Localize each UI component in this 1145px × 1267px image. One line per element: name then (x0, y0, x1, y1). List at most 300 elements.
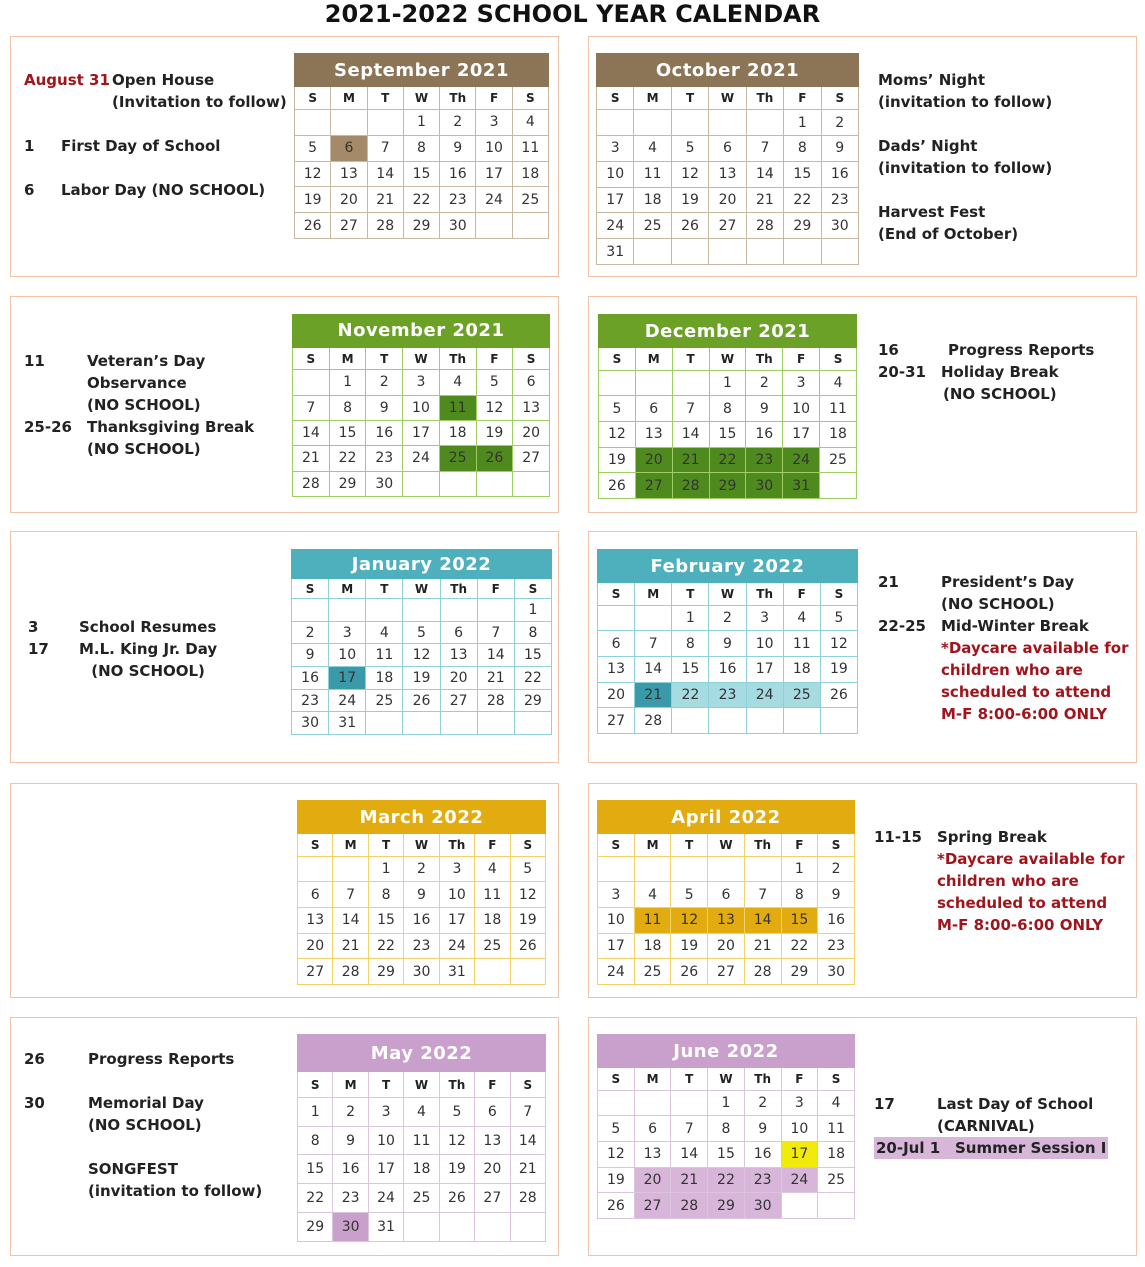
weekday-label: T (368, 834, 403, 857)
weekday-label: T (671, 834, 708, 857)
weekday-label: Th (744, 1068, 781, 1091)
day-cell: 16 (709, 657, 746, 683)
note-text: Dads’ Night (invitation to follow) (878, 137, 1053, 177)
day-cell: 19 (820, 657, 857, 683)
day-cell: 7 (510, 1097, 545, 1126)
day-cell: 3 (781, 1090, 818, 1116)
weekday-label: Th (746, 583, 783, 606)
weekday-label: W (403, 579, 440, 599)
day-cell: 31 (597, 239, 634, 265)
empty-day-cell (292, 599, 329, 622)
weekday-label: S (818, 1068, 855, 1091)
weekday-label: S (513, 347, 550, 369)
day-cell: 13 (634, 1142, 671, 1168)
day-cell: 18 (820, 422, 857, 448)
day-cell: 25 (475, 933, 510, 959)
empty-day-cell (784, 239, 821, 265)
day-cell: 15 (784, 161, 821, 187)
day-cell: 21 (293, 446, 330, 471)
empty-day-cell (781, 1193, 818, 1219)
weekday-label: M (329, 347, 366, 369)
day-cell: 24 (329, 689, 366, 712)
note-date: 16 (878, 341, 899, 359)
note-text: School Resumes (79, 618, 217, 636)
day-cell: 8 (298, 1126, 333, 1155)
day-cell: 13 (598, 657, 635, 683)
day-cell: 26 (510, 933, 545, 959)
day-cell: 28 (333, 959, 368, 985)
day-cell: 30 (746, 473, 783, 499)
note-date (24, 1158, 88, 1202)
day-cell: 3 (476, 110, 512, 136)
day-cell: 5 (671, 135, 708, 161)
day-cell: 16 (818, 908, 855, 934)
day-cell: 30 (818, 959, 855, 985)
day-cell: 4 (783, 605, 820, 631)
day-cell: 5 (598, 1116, 635, 1142)
note-text: Veteran’s Day Observance (NO SCHOOL) (87, 352, 206, 414)
day-cell: 10 (781, 1116, 818, 1142)
empty-day-cell (708, 856, 745, 882)
day-cell: 14 (744, 908, 781, 934)
day-cell: 16 (366, 420, 403, 445)
day-cell: 22 (784, 187, 821, 213)
empty-day-cell (598, 856, 635, 882)
day-cell: 17 (439, 908, 474, 934)
empty-day-cell (635, 605, 672, 631)
day-cell: 9 (366, 395, 403, 420)
day-cell: 21 (510, 1155, 545, 1184)
day-cell: 15 (298, 1155, 333, 1184)
day-cell: 20 (634, 1167, 671, 1193)
day-cell: 27 (635, 473, 672, 499)
empty-day-cell (293, 370, 330, 395)
day-cell: 4 (634, 882, 671, 908)
day-cell: 15 (781, 908, 818, 934)
day-cell: 27 (634, 1193, 671, 1219)
day-cell: 16 (746, 422, 783, 448)
calendar-november (292, 314, 550, 497)
note-text: Memorial Day (NO SCHOOL) (88, 1094, 204, 1134)
empty-day-cell (404, 1213, 439, 1242)
day-cell: 21 (477, 667, 514, 690)
day-cell: 13 (475, 1126, 510, 1155)
day-cell: 18 (439, 420, 476, 445)
day-cell: 28 (671, 1193, 708, 1219)
note-date: 6 (24, 181, 35, 199)
weekday-label: W (404, 834, 439, 857)
daycare-note: *Daycare available for children who are scheduled to attend M-F 8:00-6:00 ONLY (937, 850, 1125, 934)
day-cell: 30 (333, 1213, 368, 1242)
day-cell: 27 (475, 1184, 510, 1213)
day-cell: 29 (368, 959, 403, 985)
day-cell: 13 (331, 161, 367, 187)
day-cell: 10 (598, 908, 635, 934)
day-cell: 25 (404, 1184, 439, 1213)
day-cell: 20 (598, 682, 635, 708)
day-cell: 18 (475, 908, 510, 934)
day-cell: 20 (513, 420, 550, 445)
notes-november (24, 350, 254, 460)
day-cell: 29 (708, 1193, 745, 1219)
weekday-label: S (510, 834, 545, 857)
day-cell: 28 (293, 471, 330, 496)
day-cell: 11 (439, 395, 476, 420)
note-text: Harvest Fest (End of October) (878, 203, 1019, 243)
day-cell: 24 (476, 187, 512, 213)
empty-day-cell (598, 605, 635, 631)
day-cell: 11 (820, 396, 857, 422)
empty-day-cell (510, 959, 545, 985)
note-spring-break (874, 826, 1124, 936)
empty-day-cell (744, 856, 781, 882)
day-cell: 22 (781, 933, 818, 959)
day-cell: 4 (818, 1090, 855, 1116)
day-cell: 28 (744, 959, 781, 985)
note-first-day (24, 135, 287, 157)
empty-day-cell (403, 599, 440, 622)
notes-december (878, 339, 1094, 405)
day-cell: 28 (635, 708, 672, 734)
day-cell: 12 (403, 644, 440, 667)
note-holiday-break (878, 361, 1094, 405)
day-cell: 4 (475, 856, 510, 882)
note-date: 20-31 (878, 363, 926, 381)
empty-day-cell (597, 110, 634, 136)
day-cell: 19 (476, 420, 513, 445)
weekday-label: W (404, 1072, 439, 1097)
weekday-label: F (783, 348, 820, 371)
notes-september (24, 69, 287, 201)
day-cell: 7 (293, 395, 330, 420)
day-cell: 24 (403, 446, 440, 471)
day-cell: 9 (440, 135, 476, 161)
month-title: June 2022 (598, 1035, 855, 1068)
day-cell: 8 (368, 882, 403, 908)
empty-day-cell (298, 856, 333, 882)
note-summer-session (874, 1137, 1108, 1159)
month-title: December 2021 (599, 315, 857, 348)
day-cell: 9 (333, 1126, 368, 1155)
day-cell: 14 (510, 1126, 545, 1155)
day-cell: 1 (781, 856, 818, 882)
note-text: M.L. King Jr. Day (NO SCHOOL) (79, 640, 218, 680)
day-cell: 17 (783, 422, 820, 448)
empty-day-cell (746, 110, 783, 136)
day-cell: 16 (821, 161, 858, 187)
day-cell: 18 (404, 1155, 439, 1184)
day-cell: 5 (476, 370, 513, 395)
note-text: Open House (Invitation to follow) (112, 71, 287, 111)
day-cell: 23 (709, 682, 746, 708)
day-cell: 25 (512, 187, 548, 213)
weekday-label: W (708, 1068, 745, 1091)
day-cell: 6 (298, 882, 333, 908)
day-cell: 9 (818, 882, 855, 908)
day-cell: 9 (744, 1116, 781, 1142)
day-cell: 13 (635, 422, 672, 448)
day-cell: 12 (820, 631, 857, 657)
day-cell: 1 (708, 1090, 745, 1116)
day-cell: 19 (671, 187, 708, 213)
day-cell: 9 (709, 631, 746, 657)
day-cell: 21 (333, 933, 368, 959)
day-cell: 27 (331, 213, 367, 239)
day-cell: 4 (366, 621, 403, 644)
weekday-label: S (510, 1072, 545, 1097)
day-cell: 2 (404, 856, 439, 882)
note-date: August 31 (24, 71, 110, 89)
weekday-label: T (671, 1068, 708, 1091)
day-cell: 6 (513, 370, 550, 395)
day-cell: 19 (671, 933, 708, 959)
month-title: March 2022 (298, 801, 546, 834)
month-title: October 2021 (597, 54, 859, 87)
day-cell: 10 (403, 395, 440, 420)
empty-day-cell (367, 110, 403, 136)
weekday-label: F (781, 1068, 818, 1091)
day-cell: 26 (295, 213, 331, 239)
day-cell: 2 (821, 110, 858, 136)
weekday-label: S (293, 347, 330, 369)
day-cell: 2 (744, 1090, 781, 1116)
note-text: Progress Reports (948, 341, 1095, 359)
day-cell: 19 (403, 667, 440, 690)
weekday-label: W (403, 87, 439, 110)
day-cell: 1 (514, 599, 551, 622)
note-dads-night (878, 135, 1052, 179)
day-cell: 13 (513, 395, 550, 420)
weekday-label: F (475, 834, 510, 857)
day-cell: 28 (746, 213, 783, 239)
day-cell: 12 (476, 395, 513, 420)
day-cell: 14 (477, 644, 514, 667)
day-cell: 23 (821, 187, 858, 213)
empty-day-cell (295, 110, 331, 136)
day-cell: 11 (366, 644, 403, 667)
day-cell: 31 (439, 959, 474, 985)
weekday-label: S (298, 1072, 333, 1097)
weekday-label: S (295, 87, 331, 110)
day-cell: 7 (746, 135, 783, 161)
day-cell: 24 (597, 213, 634, 239)
day-cell: 29 (403, 213, 439, 239)
note-progress-reports (878, 339, 1094, 361)
empty-day-cell (439, 1213, 474, 1242)
day-cell: 12 (439, 1126, 474, 1155)
day-cell: 8 (709, 396, 746, 422)
weekday-label: Th (440, 87, 476, 110)
day-cell: 2 (366, 370, 403, 395)
day-cell: 21 (672, 447, 709, 473)
empty-day-cell (709, 110, 746, 136)
day-cell: 21 (746, 187, 783, 213)
calendar-december (598, 314, 857, 499)
note-date: 26 (24, 1050, 45, 1068)
weekday-label: M (634, 834, 671, 857)
day-cell: 7 (367, 135, 403, 161)
day-cell: 11 (404, 1126, 439, 1155)
weekday-label: Th (439, 1072, 474, 1097)
day-cell: 4 (634, 135, 671, 161)
day-cell: 20 (440, 667, 477, 690)
empty-day-cell (476, 471, 513, 496)
day-cell: 11 (783, 631, 820, 657)
day-cell: 14 (746, 161, 783, 187)
empty-day-cell (672, 370, 709, 396)
weekday-label: M (333, 1072, 368, 1097)
calendar-october (596, 53, 859, 265)
day-cell: 1 (329, 370, 366, 395)
day-cell: 11 (634, 161, 671, 187)
note-date: 21 (878, 573, 899, 591)
day-cell: 19 (599, 447, 636, 473)
empty-day-cell (709, 239, 746, 265)
weekday-label: T (367, 87, 403, 110)
empty-day-cell (477, 712, 514, 735)
month-title: April 2022 (598, 801, 855, 834)
day-cell: 24 (783, 447, 820, 473)
day-cell: 17 (329, 667, 366, 690)
day-cell: 27 (513, 446, 550, 471)
weekday-label: S (514, 579, 551, 599)
day-cell: 17 (597, 187, 634, 213)
notes-january (28, 616, 217, 682)
day-cell: 12 (510, 882, 545, 908)
day-cell: 21 (744, 933, 781, 959)
day-cell: 4 (820, 370, 857, 396)
day-cell: 14 (672, 422, 709, 448)
day-cell: 18 (634, 933, 671, 959)
note-date: 17 (874, 1095, 895, 1113)
day-cell: 9 (746, 396, 783, 422)
day-cell: 6 (635, 396, 672, 422)
day-cell: 23 (404, 933, 439, 959)
note-songfest (24, 1158, 262, 1202)
day-cell: 30 (821, 213, 858, 239)
day-cell: 23 (440, 187, 476, 213)
day-cell: 4 (512, 110, 548, 136)
empty-day-cell (510, 1213, 545, 1242)
empty-day-cell (333, 856, 368, 882)
note-date: 20-Jul 1 (876, 1139, 941, 1157)
calendar-june (597, 1034, 855, 1219)
day-cell: 14 (333, 908, 368, 934)
weekday-label: Th (439, 834, 474, 857)
day-cell: 2 (440, 110, 476, 136)
day-cell: 1 (298, 1097, 333, 1126)
weekday-label: S (597, 87, 634, 110)
weekday-label: F (475, 1072, 510, 1097)
weekday-label: F (784, 87, 821, 110)
empty-day-cell (599, 370, 636, 396)
day-cell: 18 (512, 161, 548, 187)
day-cell: 30 (404, 959, 439, 985)
calendar-may (297, 1034, 546, 1242)
note-harvest-fest (878, 201, 1052, 245)
empty-day-cell (634, 239, 671, 265)
day-cell: 2 (746, 370, 783, 396)
day-cell: 15 (514, 644, 551, 667)
day-cell: 5 (820, 605, 857, 631)
day-cell: 16 (292, 667, 329, 690)
day-cell: 17 (781, 1142, 818, 1168)
day-cell: 20 (331, 187, 367, 213)
weekday-label: T (672, 348, 709, 371)
day-cell: 10 (597, 161, 634, 187)
note-text: Holiday Break (NO SCHOOL) (941, 363, 1059, 403)
day-cell: 29 (784, 213, 821, 239)
empty-day-cell (331, 110, 367, 136)
day-cell: 18 (818, 1142, 855, 1168)
day-cell: 26 (671, 959, 708, 985)
day-cell: 21 (367, 187, 403, 213)
notes-february (878, 571, 1128, 725)
day-cell: 26 (439, 1184, 474, 1213)
day-cell: 10 (368, 1126, 403, 1155)
empty-day-cell (329, 599, 366, 622)
note-mid-winter-break (878, 615, 1128, 725)
day-cell: 5 (295, 135, 331, 161)
day-cell: 16 (404, 908, 439, 934)
day-cell: 22 (368, 933, 403, 959)
note-date: 25-26 (24, 418, 72, 436)
empty-day-cell (635, 370, 672, 396)
day-cell: 13 (708, 908, 745, 934)
weekday-label: S (298, 834, 333, 857)
day-cell: 10 (783, 396, 820, 422)
day-cell: 12 (295, 161, 331, 187)
day-cell: 27 (708, 959, 745, 985)
empty-day-cell (820, 473, 857, 499)
day-cell: 24 (368, 1184, 403, 1213)
day-cell: 15 (403, 161, 439, 187)
day-cell: 14 (367, 161, 403, 187)
weekday-label: M (635, 348, 672, 371)
note-presidents-day (878, 571, 1128, 615)
empty-day-cell (671, 1090, 708, 1116)
day-cell: 1 (784, 110, 821, 136)
empty-day-cell (634, 856, 671, 882)
page-title: 2021-2022 SCHOOL YEAR CALENDAR (324, 0, 821, 28)
weekday-label: T (672, 583, 709, 606)
note-text: First Day of School (61, 137, 221, 155)
day-cell: 7 (672, 396, 709, 422)
day-cell: 15 (329, 420, 366, 445)
day-cell: 3 (439, 856, 474, 882)
note-open-house (24, 69, 287, 113)
empty-day-cell (634, 110, 671, 136)
day-cell: 20 (475, 1155, 510, 1184)
day-cell: 22 (298, 1184, 333, 1213)
day-cell: 25 (366, 689, 403, 712)
day-cell: 5 (403, 621, 440, 644)
day-cell: 3 (746, 605, 783, 631)
day-cell: 12 (598, 1142, 635, 1168)
day-cell: 9 (821, 135, 858, 161)
empty-day-cell (634, 1090, 671, 1116)
empty-day-cell (671, 856, 708, 882)
empty-day-cell (513, 471, 550, 496)
note-text: Progress Reports (88, 1050, 235, 1068)
month-title: May 2022 (298, 1035, 546, 1072)
day-cell: 15 (708, 1142, 745, 1168)
weekday-label: W (709, 348, 746, 371)
day-cell: 23 (366, 446, 403, 471)
note-moms-night (878, 69, 1052, 113)
calendar-march (297, 800, 546, 985)
day-cell: 25 (634, 959, 671, 985)
